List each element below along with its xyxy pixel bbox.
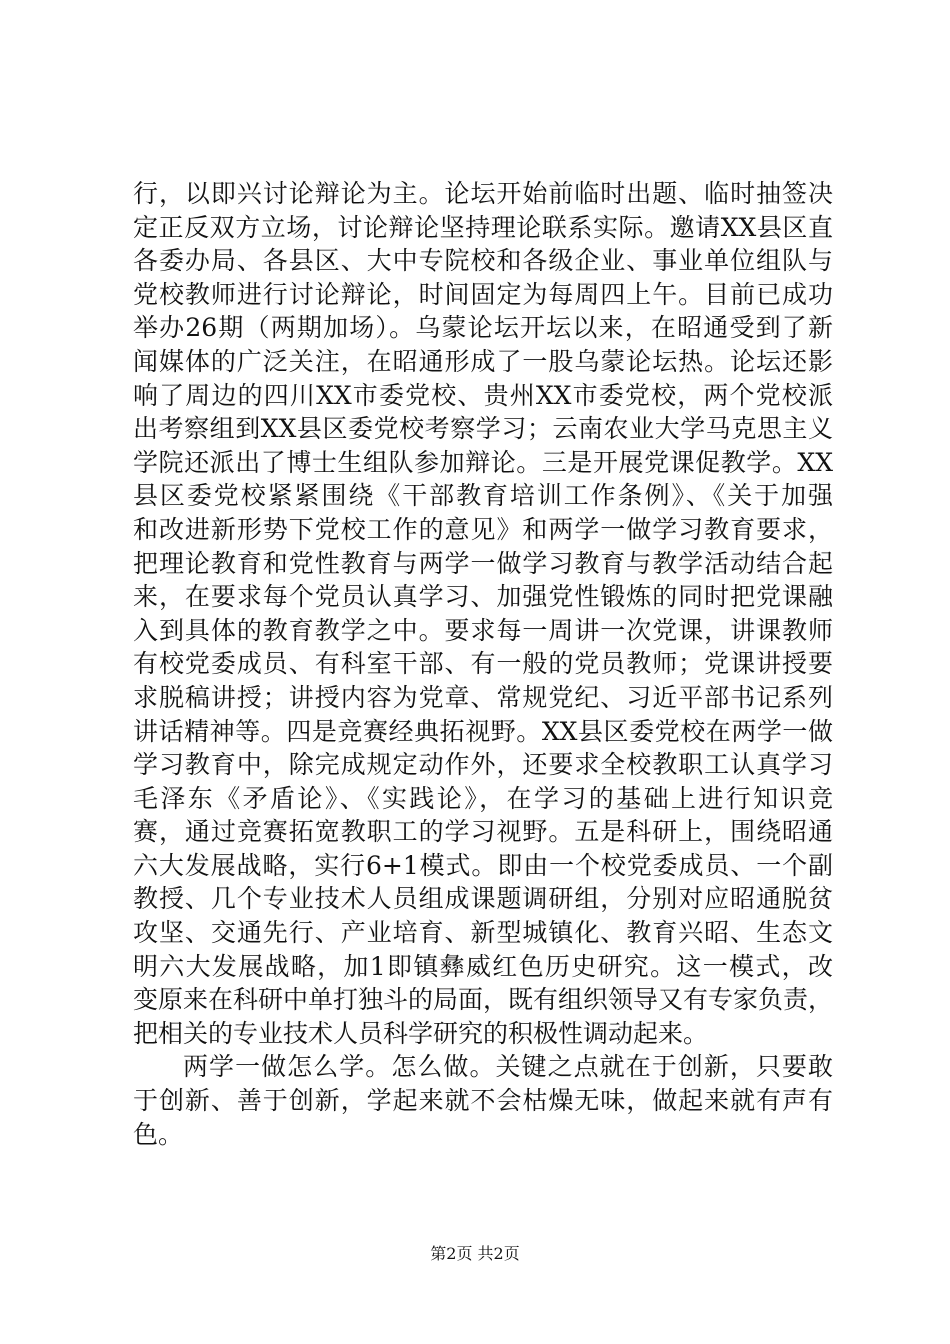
paragraph bbox=[133, 1050, 833, 1151]
text-line: 教授、几个专业技术人员组成课题调研组，分别对应昭通脱贫 bbox=[133, 884, 833, 914]
page-footer bbox=[0, 1244, 950, 1264]
text-line: 闻媒体的广泛关注，在昭通形成了一股乌蒙论坛热。论坛还影 bbox=[133, 346, 833, 376]
text-line: 党校教师进行讨论辩论，时间固定为每周四上午。目前已成功 bbox=[133, 279, 833, 309]
text-line: 有校党委成员、有科室干部、有一般的党员教师；党课讲授要 bbox=[133, 649, 833, 679]
document-body bbox=[133, 177, 833, 1151]
text-line: 定正反双方立场，讨论辩论坚持理论联系实际。邀请XX县区直 bbox=[133, 212, 833, 242]
text-line: 求脱稿讲授；讲授内容为党章、常规党纪、习近平部书记系列 bbox=[133, 682, 833, 712]
text-line: 明六大发展战略，加1即镇彝威红色历史研究。这一模式，改 bbox=[133, 951, 833, 981]
text-line: 毛泽东《矛盾论》、《实践论》，在学习的基础上进行知识竞 bbox=[133, 783, 833, 813]
text-line: 行，以即兴讨论辩论为主。论坛开始前临时出题、临时抽签决 bbox=[133, 179, 833, 208]
text-line: 色。 bbox=[133, 1119, 184, 1149]
text-line: 六大发展战略，实行6+1模式。即由一个校党委成员、一个副 bbox=[133, 850, 833, 880]
text-line: 把相关的专业技术人员科学研究的积极性调动起来。 bbox=[133, 1018, 709, 1048]
text-line: 学习教育中，除完成规定动作外，还要求全校教职工认真学习 bbox=[133, 750, 833, 780]
text-line: 变原来在科研中单打独斗的局面，既有组织领导又有专家负责， bbox=[133, 985, 834, 1015]
page-number: 第2页 共2页 bbox=[430, 1244, 520, 1263]
text-line: 县区委党校紧紧围绕《干部教育培训工作条例》、《关于加强 bbox=[133, 481, 833, 511]
text-line: 于创新、善于创新，学起来就不会枯燥无味，做起来就有声有 bbox=[133, 1086, 833, 1116]
text-line: 出考察组到XX县区委党校考察学习；云南农业大学马克思主义 bbox=[133, 414, 833, 444]
text-line: 来，在要求每个党员认真学习、加强党性锻炼的同时把党课融 bbox=[133, 582, 833, 612]
text-line: 攻坚、交通先行、产业培育、新型城镇化、教育兴昭、生态文 bbox=[133, 918, 833, 948]
text-line: 响了周边的四川XX市委党校、贵州XX市委党校，两个党校派 bbox=[133, 380, 833, 410]
text-line: 举办26期（两期加场）。乌蒙论坛开坛以来，在昭通受到了新 bbox=[133, 313, 833, 343]
paragraph bbox=[133, 177, 833, 1050]
text-line: 入到具体的教育教学之中。要求每一周讲一次党课，讲课教师 bbox=[133, 615, 833, 645]
text-line: 两学一做怎么学。怎么做。关键之点就在于创新，只要敢 bbox=[183, 1052, 833, 1082]
text-line: 各委办局、各县区、大中专院校和各级企业、事业单位组队与 bbox=[133, 246, 833, 276]
text-line: 赛，通过竞赛拓宽教职工的学习视野。五是科研上，围绕昭通 bbox=[133, 817, 833, 847]
text-line: 学院还派出了博士生组队参加辩论。三是开展党课促教学。XX bbox=[133, 447, 833, 477]
text-line: 讲话精神等。四是竞赛经典拓视野。XX县区委党校在两学一做 bbox=[133, 716, 833, 746]
text-line: 和改进新形势下党校工作的意见》和两学一做学习教育要求， bbox=[133, 514, 833, 544]
text-line: 把理论教育和党性教育与两学一做学习教育与教学活动结合起 bbox=[133, 548, 833, 578]
